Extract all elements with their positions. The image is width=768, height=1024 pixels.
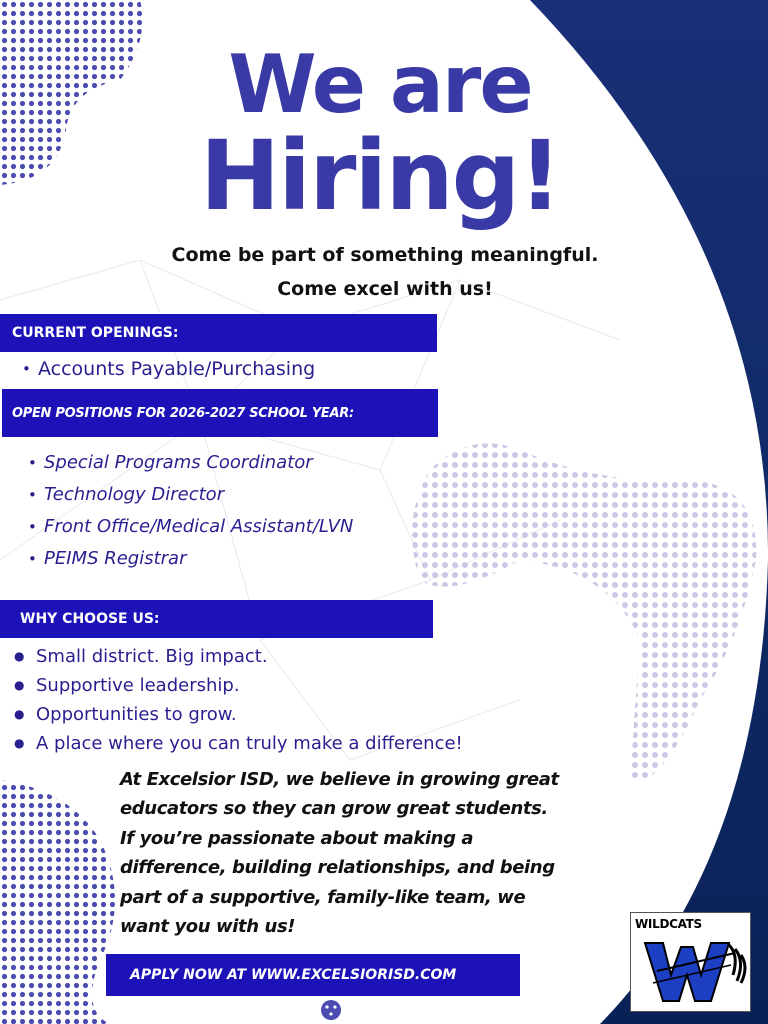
mission-line: want you with us! — [120, 916, 296, 938]
dot-blob-bottom-left — [0, 780, 115, 1024]
list-item: • Accounts Payable/Purchasing — [22, 356, 422, 382]
list-item: ● Supportive leadership. — [14, 671, 534, 700]
list-item: • Front Office/Medical Assistant/LVN — [28, 511, 428, 543]
mission-line: If you’re passionate about making a — [120, 827, 474, 849]
list-item: ● Opportunities to grow. — [14, 700, 534, 729]
list-item: • Special Programs Coordinator — [28, 447, 428, 479]
why-choose-us-list — [14, 642, 534, 758]
apply-now-link[interactable] — [106, 954, 520, 996]
why-choose-us-banner — [0, 600, 433, 638]
headline-line-1: We are — [228, 38, 532, 131]
current-openings-heading: CURRENT OPENINGS: — [12, 325, 179, 341]
dot-blob-top-left — [0, 0, 143, 185]
tagline-line-2: Come excel with us! — [277, 278, 493, 300]
current-openings-banner — [0, 314, 437, 352]
open-positions-list — [28, 447, 428, 575]
list-item: • Technology Director — [28, 479, 428, 511]
open-positions-banner — [2, 389, 438, 437]
mission-line: difference, building relationships, and being — [120, 857, 555, 879]
mission-line: part of a supportive, family-like team, we — [120, 886, 526, 908]
wildcats-logo — [630, 912, 751, 1012]
wildcats-logo-text: WILDCATS — [635, 917, 702, 931]
headline-line-2: Hiring! — [199, 120, 561, 232]
tagline-line-1: Come be part of something meaningful. — [171, 244, 599, 266]
open-positions-heading: OPEN POSITIONS FOR 2026-2027 SCHOOL YEAR: — [12, 405, 354, 421]
mission-line: educators so they can grow great students. — [120, 798, 548, 820]
list-item: ● A place where you can truly make a difference! — [14, 729, 534, 758]
list-item: ● Small district. Big impact. — [14, 642, 534, 671]
why-choose-us-heading: WHY CHOOSE US: — [20, 611, 160, 627]
small-dot-ornament — [321, 1000, 341, 1020]
list-item: • PEIMS Registrar — [28, 543, 428, 575]
mission-line: At Excelsior ISD, we believe in growing great — [120, 769, 559, 790]
mission-statement — [120, 765, 590, 941]
current-openings-list — [22, 356, 422, 382]
apply-now-label[interactable]: APPLY NOW AT WWW.EXCELSIORISD.COM — [130, 967, 457, 983]
